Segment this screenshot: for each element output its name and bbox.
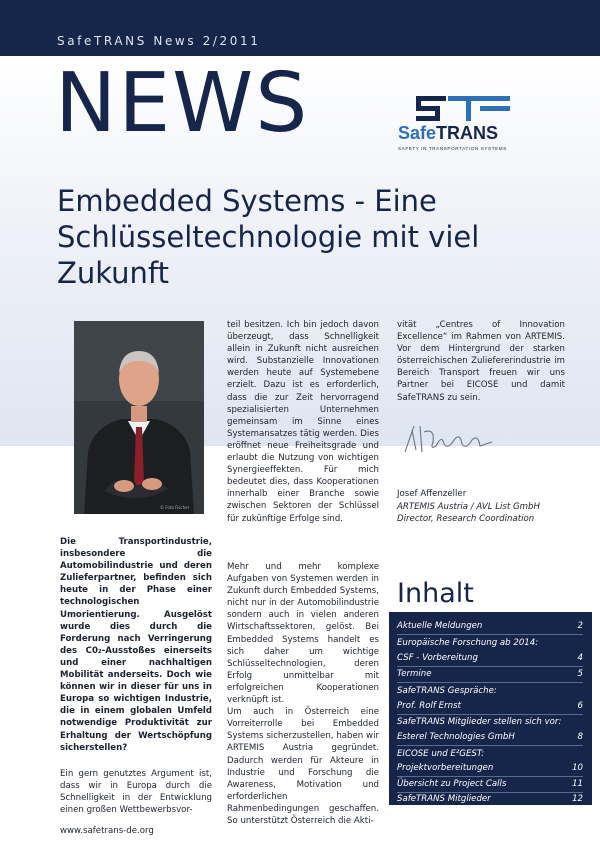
svg-text:SAFETY IN TRANSPORTATION SYSTE: SAFETY IN TRANSPORTATION SYSTEMS	[398, 146, 507, 151]
header-bar	[0, 0, 600, 56]
article-column-2-bottom	[227, 561, 379, 827]
toc-divider	[397, 776, 583, 777]
footer-website-link[interactable]: www.safetrans-de.org	[60, 826, 154, 836]
article-column-2-top	[227, 319, 379, 525]
logo-graphic	[390, 94, 530, 154]
author-photo	[74, 321, 204, 514]
contents-heading: Inhalt	[397, 578, 474, 609]
table-of-contents: Aktuelle Meldungen 2 Europäische Forschung ab 2014: CSF - Vorbereitung 4 Termine 5 SafeTRANS Gespräche: Prof. Rolf Ernst 6 SafeTRANS Mitglieder stellen sich vor: Esterel Technologies GmbH 8 EICOSE und E²GEST: Projektvorbereitungen 10 Übersicht zu Project Calls 11 SafeTRANS Mitglieder 12	[389, 612, 592, 805]
article-lead: Die Transportindustrie, insbesondere die Automobilindustrie und deren Zulieferpartner, befinden sich heute in der Phase einer technologischen Umorientierung. Ausgelöst wurde dies durch die Forderung nach Verringerung des C0₂-Ausstoßes einerseits und einer nachhaltigen Mobilität anderseits. Doch wie können wir in dieser für uns in Europa so wichtigen Industrie, die in einem globalen Umfeld notwendige Produktivität zur Erhaltung der Wertschöpfung sicherstellen?	[60, 537, 212, 753]
headline: Embedded Systems - Eine Schlüsseltechnologie mit viel Zukunft	[57, 184, 480, 290]
toc-divider	[397, 682, 583, 683]
signer-organization: ARTEMIS Austria / AVL List GmbH	[397, 501, 540, 512]
signer-name: Josef Affenzeller	[397, 489, 467, 499]
safetrans-logo	[390, 94, 530, 154]
article-paragraph: Mehr und mehr komplexe Aufgaben von Systemen werden in Zukunft durch Embedded Systems, nicht nur in der Automobilindustrie sondern auch in vielen anderen Wirtschaftssektoren, gelöst. Bei Embedded Systems handelt es sich daher um wichtige Schlüsseltechnologien, deren Erfolg unmittelbar mit erfolgreichen Kooperationen verknüpft ist.	[227, 562, 379, 706]
article-paragraph: vität „Centres of Innovation Excellence“ im Rahmen von ARTEMIS. Vor dem Hintergrund der starken österreichischen Zuliefererindustrie im Bereich Transport freuen wir uns Partner bei EICOSE und damit SafeTRANS zu sein.	[397, 320, 565, 403]
signer-block	[397, 488, 577, 526]
portrait-illustration	[74, 321, 204, 514]
signer-role: Director, Research Coordination	[397, 514, 535, 525]
issue-label: SafeTRANS News 2/2011	[57, 34, 261, 48]
handwritten-signature	[400, 420, 500, 460]
photo-credit: © Foto Fischer	[160, 505, 190, 510]
article-paragraph: Um auch in Österreich eine Vorreiterrolle bei Embedded Systems sicherzustellen, haben wir ARTEMIS Austria gegründet. Dadurch werden für Akteure in Industrie und Forschung die Awareness, Motivation und erforderlichen Rahmenbedingungen geschaffen. So unterstützt Österreich die Akti-	[227, 707, 379, 826]
article-column-1	[60, 536, 212, 816]
masthead-news: NEWS	[55, 56, 310, 151]
article-column-3	[397, 319, 565, 404]
toc-divider	[397, 634, 583, 635]
article-paragraph: Ein gern genutztes Argument ist, dass wir in Europa durch die Schnelligkeit in der Entwicklung einen großen Wettbewerbsvor-	[60, 768, 212, 815]
toc-divider	[397, 745, 583, 746]
svg-text:SafeTRANS: SafeTRANS	[398, 123, 499, 143]
article-paragraph: teil besitzen. Ich bin jedoch davon überzeugt, dass Schnelligkeit allein in Zukunft nicht ausreichen wird. Substanzielle Innovationen werden heute auf Systemebene erzielt. Dazu ist es erforderlich, dass die zur Zeit hervorragend spezialisierten Unternehmen gemeinsam im Sinne eines Systemansatzes tätig werden. Dies eröffnet neue Freiheitsgrade und erlaubt die Nutzung von wichtigen Synergieeffekten. Für mich bedeutet dies, dass Kooperationen innerhalb einer Branche sowie zwischen Sektoren der Schlüssel für zukünftige Erfolge sind.	[227, 320, 379, 524]
toc-divider	[397, 714, 583, 715]
toc-divider	[397, 666, 583, 667]
